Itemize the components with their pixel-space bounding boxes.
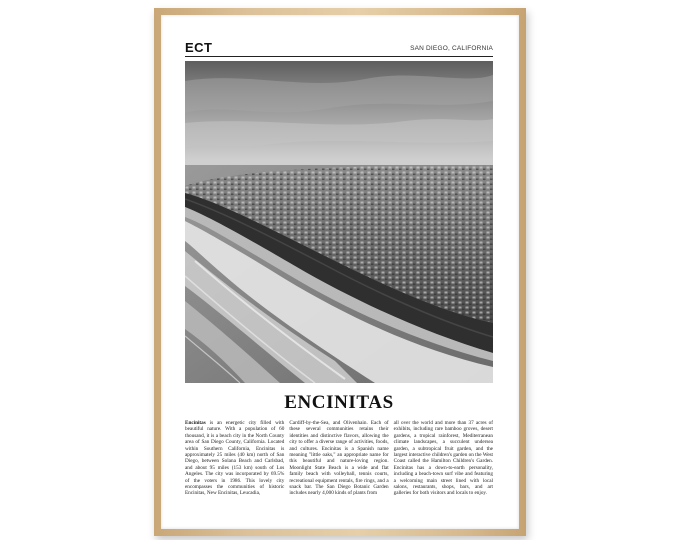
description-text-2: Cardiff-by-the-Sea, and Olivenhain. Each of these several communities retains their identities and distinctive flavors, allowing the city to offer a diverse range of activities, foods, and cultures. Encinitas is a Spanish name meaning "little oaks," an appropriate name for this beautiful and nature-loving region. Moonlight State Beach is a wide and flat family beach with volleyball, tennis courts, recreational equipment rentals, fire rings, and a snack bar. The San Diego Botanic Garden includes nearly 4,000 kinds of plants from [289, 420, 389, 497]
description-column-2 [289, 420, 388, 497]
header-rule [185, 56, 493, 57]
description-columns [185, 420, 493, 497]
location-label: SAN DIEGO, CALIFORNIA [410, 45, 493, 52]
description-text-1: is an energetic city filled with beautiful nature. With a population of 60 thousand, it is a beach city in the North County area of San Diego County, California. Located within Southern California, Encinitas is approximately 25 miles (40 km) north of San Diego, between Solana Beach and Carlsbad, and about 95 miles (153 km) south of Los Angeles. The city was incorporated by 69.5% of the voters in 1986. This lovely city encompasses the communities of historic Encinitas, New Encinitas, Leucadia, [185, 420, 285, 497]
description-text-3: all over the world and more than 37 acres of exhibits, including rare bamboo groves, desert gardens, a tropical rainforest, Mediterranean climate landscapes, a succulent undersea garden, a subtropical fruit garden, and the largest interactive children's garden on the West Coast called the Hamilton Children's Garden. Encinitas has a down-to-earth personality, including a beach-town surf vibe and featuring a welcoming main street lined with local salons, restaurants, shops, bars, and art galleries for both visitors and locals to enjoy. [393, 420, 493, 497]
city-title: ENCINITAS [284, 392, 394, 413]
description-column-3 [394, 420, 493, 497]
airport-code: ECT [185, 40, 213, 55]
lead-word: Encinitas [185, 420, 206, 426]
coastline-photo [185, 61, 493, 383]
description-column-1 [185, 420, 284, 497]
